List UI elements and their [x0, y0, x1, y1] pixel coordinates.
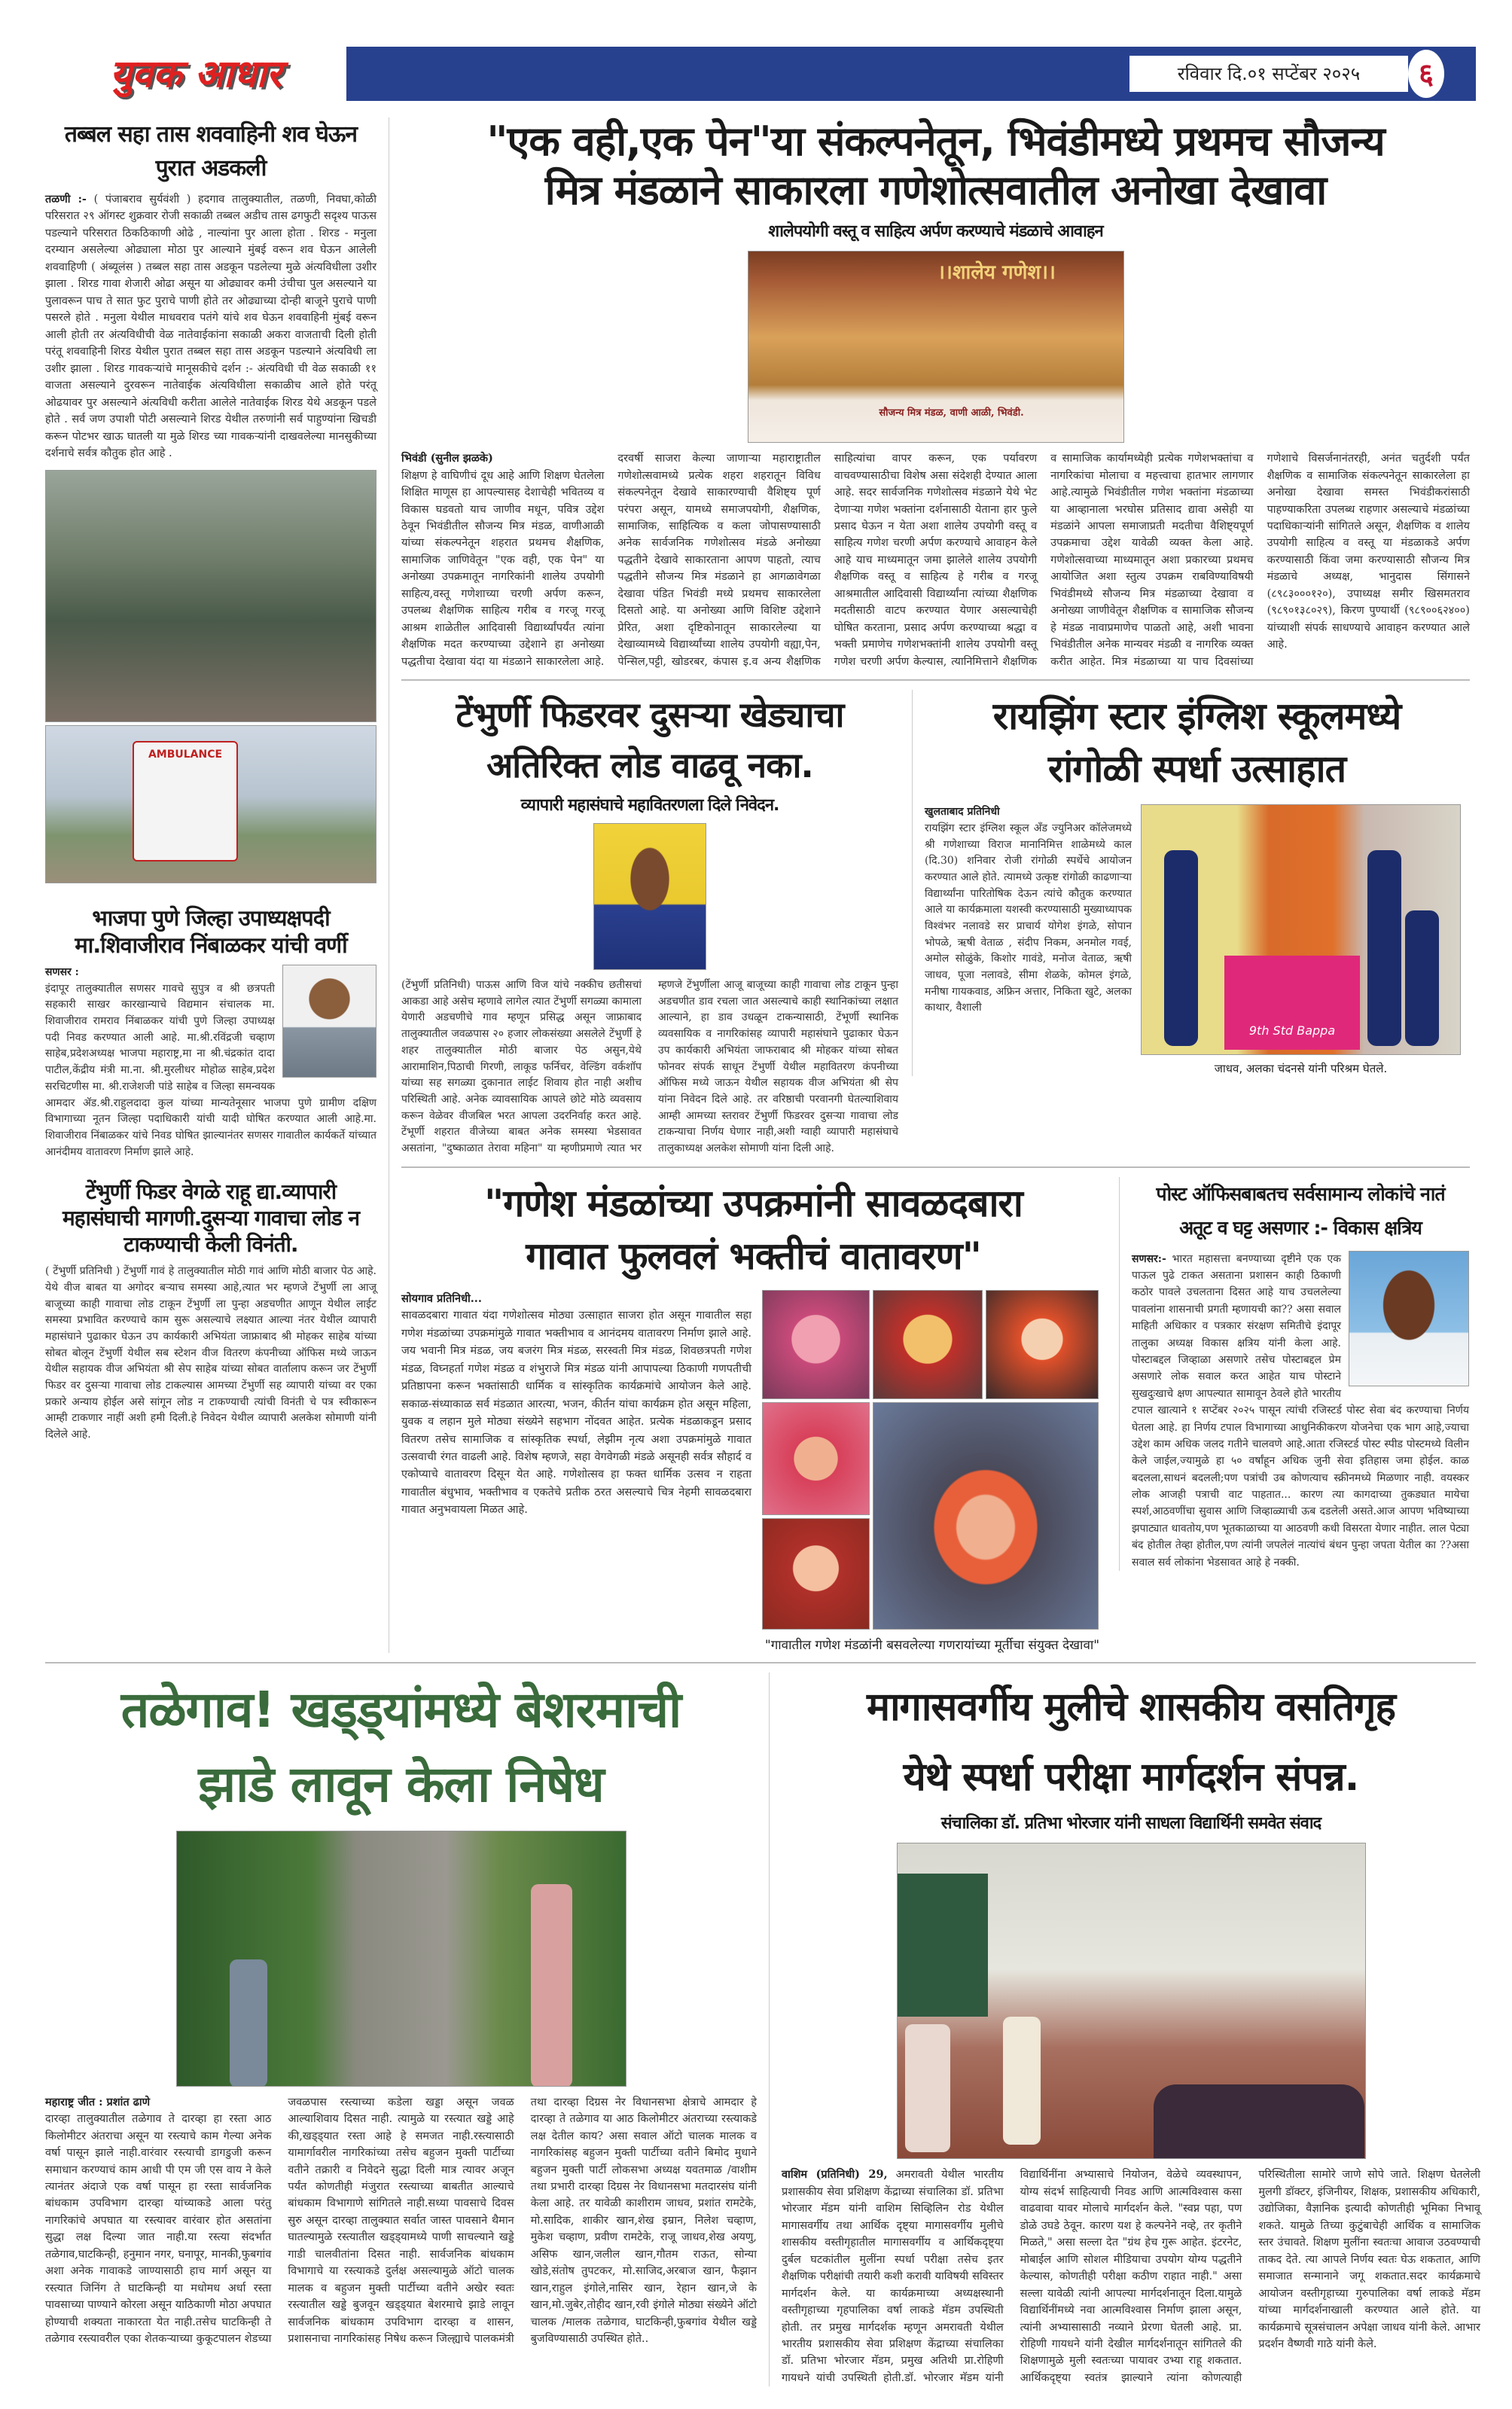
- byline: खुलताबाद प्रतिनिधी: [925, 806, 1000, 819]
- article-rising-star: [925, 804, 1132, 1017]
- subhead-hostel: संचालिका डॉ. प्रतिभा भोरजार यांनी साधला विद्यार्थिनी समवेत संवाद: [940, 1813, 1321, 1833]
- article-body: ( पंजाबराव सुर्यवंशी ) हदगाव तालुक्यातील, तळणी, निवघा,कोळी परिसरात २९ ऑगस्ट शुक्रवार रोजी सकाळी तब्बल अडीच तास ढगफुटी सदृश्य पाऊस पडल्याने परिसरात ठिकठिकाणी ओढे , नाल्यांना पुर आला होता . शिरड - मनुला दरम्यान असलेल्या ओढ्याला मोठा पुर आल्याने मुंबई वरून शव घेऊन आलेली शववाहिणी ( अंब्यूलंस ) तब्बल सहा तास अडकून पडलेल्या मुळे अंत्यविधीला उशीर झाला . शिरड गावा शेजारी ओढा असून या ओढ्यावर कमी उंचीचा पुल असल्याने या पुलावरून पाच ते सात फुट पुराचे पाणी होते तर ओढ्याच्या दोन्ही बाजूने पुराचे पाणी पसरले होते . मनुला येथील माधवराव पतंगे यांचे शव घेऊन शववाहिनी मुंबई वरून आली होती तर अंत्यविधीची वेळ नातेवाईकांना सकाळी अकरा वाजताची दिली होती परंतू शववाहिनी शिरड येथील पुरात तब्बल सहा तास अडकून पडल्याने अंत्यविधी ला उशीर झाला . शिरड गावकऱ्यांचे मानूसकीचे दर्शन :- अंत्यविधी ची वेळ सकाळी ११ वाजता असल्याने दुरवरून नातेवाईक अंत्यविधीला सकाळीच आले होते परंतू ओढयावर पुर असल्याने अंत्यविधी करीता आलेले नातेवाईक शिरड येथे अडकून पडले होते . सर्व जण उपाशी पोटी असल्याने शिरड येथील तरुणांनी सर्व पाहुण्यांना खिचडी करून पोटभर खाऊ घातली या मुळे शिरड च्या गावकऱ्यांनी दाखवलेल्या मानसुकीच्या दर्शनाचे सर्वत्र कौतुक होत आहे .: [45, 194, 376, 460]
- rising-star-section: [912, 690, 1469, 1076]
- byline: सोयगाव प्रतिनिधी...: [401, 1291, 482, 1305]
- byline: भिवंडी (सुनील झळके): [401, 452, 493, 465]
- article-temburni-feeder: ( टेंभुर्णी प्रतिनिधी ) टेंभुर्णी गावं हे तालुक्यातील मोठी गावं आणि मोठी बाजार पेठ आहे. येथे वीज बाबत या अगोदर बऱ्याच समस्या आहे,त्यात भर म्हणजे टेंभुर्णी ला आजू बाजूच्या काही गावाचा लोड टाकून टेंभुर्णी ला पुन्हा अडचणीत आणून येथील लाईट समस्या प्रभावित करण्याचे काम सुरू असल्याचे लक्ष्यात आल्या नंतर येथील व्यापारी महासंघाने पुढाकार घेऊन उप कार्यकारी अभियंता जाफ्राबाद श्री मोहकर साहेब यांच्या सोबत बोलून टेंभुर्णी येथील सब स्टेशन वीज वितरण कंपनीच्या ऑफिस मध्ये जाऊन येथील सहायक वीज अभियंता श्री सेप साहेब यांच्या सोबत वार्तालाप करून जर टेंभुर्णी फिडर वर दुसऱ्या गावाचा लोड टाकल्यास आमच्या टेंभुर्णी सह व्यापारी यांच्या वर एका प्रकारे अन्याय होईल असे सांगून लोड न टाकण्याची त्यांची विनंती चे पत्र स्वीकारून आम्ही टाकणार नाहीं अशी हमी दिली.हे निवेदन येथील व्यापारी अलकेश सोमाणी यांनी दिलेले आहे.: [45, 1265, 376, 1441]
- article-body: इंदापूर तालुक्यातील सणसर गावचे सुपुत्र व श्री छत्रपती सहकारी साखर कारखान्याचे विद्यमान संचालक मा. शिवाजीराव रामराव निंबाळकर यांची पुणे जिल्हा उपाध्यक्ष पदी निवड करण्यात आली आहे. मा.श्री.रविंद्रजी चव्हाण साहेब,प्रदेशअध्यक्ष भाजपा महाराष्ट्र,मा ना श्री.चंद्रकांत दादा पाटील,केंद्रीय मंत्री मा.ना. श्री.मुरलीधर मोहोळ साहेब,प्रदेश सरचिटणीस मा. श्री.राजेशजी पांडे साहेब व जिल्हा समन्वयक आमदार ॲड.श्री.राहुलदादा कुल यांच्या मान्यतेनूसार भाजपा पुणे ग्रामीण दक्षिण विभागाच्या नूतन जिल्हा पदाधिकारी यांची यादी घोषित करण्यात आली आहे.मा. शिवाजीराव निंबाळकर यांचे निवड घोषित झाल्यानंतर सणसर गावातील कार्यकर्ते यांच्यात आनंदीमय वातावरण निर्माण झाले आहे.: [45, 982, 376, 1158]
- headline-line: टेंभुर्णी फिडरवर दुसऱ्या खेड्याचा: [456, 694, 844, 736]
- photo-hostel-guidance-session: [897, 1843, 1366, 2159]
- photo-shaley-ganesh-display: [748, 251, 1124, 443]
- caption-ganesh-mandal: "गावातील गणेश मंडळांनी बसवलेल्या गणरायांच्या मूर्तीचा संयुक्त देखावा": [764, 1637, 1100, 1653]
- headline-temburni-feeder: टेंभुर्णी फिडर वेगळे राहू द्या.व्यापारी महासंघाची मागणी.दुसऱ्या गावाचा लोड न टाकण्याची केली विनंती.: [62, 1179, 360, 1258]
- headline-line: गावात फुलवलं भक्तीचं वातावरण": [526, 1233, 981, 1278]
- article-bjp: [45, 965, 376, 1160]
- headline-line: रायझिंग स्टार इंग्लिश स्कूलमध्ये: [992, 694, 1401, 739]
- article-post-office: [1132, 1251, 1469, 1571]
- headline-temburni-load: [401, 690, 898, 790]
- ganesh-mandal-section: [401, 1177, 1105, 1653]
- photo-ganesh-idol-6: [873, 1402, 1099, 1630]
- caption-rising-star: जाधव, अलका चंदनसे यांनी परिश्रम घेतले.: [1214, 1062, 1388, 1076]
- byline: महाराष्ट्र जीत : प्रशांत ढाणे: [45, 2095, 151, 2109]
- photo-ganesh-idol-5: [762, 1518, 870, 1630]
- article-temburni-load: [401, 823, 898, 1157]
- photo-ambulance: [45, 725, 376, 883]
- rangoli: [1224, 956, 1360, 1050]
- hostel-section: [769, 1673, 1480, 2387]
- headline-line: "गणेश मंडळांच्या उपक्रमांनी सावळदबारा: [484, 1181, 1023, 1225]
- headline-talegaon: [45, 1673, 757, 1822]
- newspaper-logo: युवक आधार: [45, 47, 346, 101]
- right-area: [389, 117, 1470, 1653]
- page-number: ६: [1408, 50, 1444, 98]
- headline-bhiwandi: [401, 117, 1470, 215]
- headline-ganesh-mandal: [401, 1177, 1105, 1282]
- headline-line: अतूट व घट्ट असणार :- विकास क्षत्रिय: [1179, 1216, 1422, 1239]
- masthead: [45, 47, 1476, 101]
- post-office-section: [1119, 1177, 1469, 1571]
- headline-line: रांगोळी स्पर्धा उत्साहात: [1047, 747, 1346, 791]
- rangoli-text: 9th Std Bappa: [1248, 1023, 1336, 1038]
- headline-line: भाजपा पुणे जिल्हा उपाध्यक्षपदी: [92, 904, 330, 931]
- photo-ganesh-idol-1: [762, 1290, 870, 1399]
- left-column: [45, 117, 376, 1444]
- byline: वाशिम (प्रतिनिधी) 29,: [782, 2168, 888, 2182]
- photo-ganesh-idol-3: [986, 1290, 1099, 1399]
- photo-alkesh-somani: [593, 823, 706, 970]
- article-body: भारत महासत्ता बनण्याच्या दृष्टीने एक एक पाऊल पुढे टाकत असताना प्रशासन काही ठिकाणी कठोर पावले उचलताना दिसत आहे याच उचललेल्या पावलांना शासनाची प्रगती म्हणायची का?? असा सवाल माहिती अधिकार व पत्रकार संरक्षण समितीचे इंदापूर तालुका अध्यक्ष विकास क्षत्रिय यांनी केला आहे. पोस्टाबद्दल जिव्हाळा असणारे तसेच पोस्टाबद्दल प्रेम असणारे लोक सवाल करत आहेत याच पोस्टाने सुखदुःखाचे क्षण आपल्यात सामावून ठेवले होते भारतीय टपाल खात्याने १ सप्टेंबर २०२५ पासून त्यांची रजिस्टर्ड पोस्ट सेवा बंद करण्याचा निर्णय घेतला आहे. हा निर्णय टपाल विभागाच्या आधुनिकीकरण योजनेचा एक भाग आहे,ज्याचा उद्देश काम अधिक जलद गतीने चालवणे आहे.आता रजिस्टर्ड पोस्ट स्पीड पोस्टमध्ये विलीन केले जाईल,ज्यामुळे हा ५० वर्षांहून अधिक जुनी सेवा इतिहास जमा होईल. काळ बदलला,साधनं बदलली;पण पत्रांची उब कोणत्याच स्क्रीनमध्ये मिळणार नाही. वयस्कर लोक आजही पत्राची वाट पाहतात... कारण त्या कागदाच्या तुकड्यात मायेचा स्पर्श,आठवणींचा सुवास आणि जिव्हाळ्याची ऊब दडलेली असते.आज आपण भविष्याच्या झपाट्यात धावतोय,पण भूतकाळाच्या या आठवणी कधी विसरता येणार नाहीत. लाल पेट्या बंद होतील तेव्हा होतील,पण त्यांनी जपलेलं नात्यांचं बंधन पुन्हा जपता येतील का ??असा सवाल सर्व लोकांना भेडसावत आहे हे नक्की.: [1132, 1252, 1469, 1569]
- headline-bjp: [45, 904, 376, 959]
- photo-villagers-khichdi: [45, 470, 376, 722]
- photo-pothole-protest: [176, 1831, 626, 2087]
- article-shirad: [45, 191, 376, 462]
- talegaon-section: [45, 1673, 757, 2348]
- article-body: (टेंभुर्णी प्रतिनिधी) पाऊस आणि विज यांचे नक्कीच छतीसचां आकडा आहे असेच म्हणावे लागेल त्यात टेंभुर्णी सगळ्या कामाला येणारी अडचणीचे गाव म्हणून प्रसिद्ध असून जाफ्राबाद तालुक्यातील जवळपास २० हजार लोकसंख्या असलेले टेंभुर्णी हे शहर तालुक्यातील मोठी बाजार पेठ असुन,येथे आरामाशिन,पिठाची गिरणी, लाकूड फर्निचर, वेल्डिंग वर्कशॉप यांच्या सह सगळ्या दुकानात लाईट शिवाय होत नाही अशीच परिस्थिती आहे. अनेक व्यावसायिक आपले छोटे मोठे व्यवसाय करून वेळेवर वीजबिल भरत आपला उदरनिर्वाह करत आहे. टेंभूर्णी शहरात वीजेच्या बाबत अनेक समस्या भेडसावत असतांना, "दुष्काळात तेरावा महिना" या म्हणीप्रमाणे त्यात भर म्हणजे टेंभुर्णीला आजू बाजूच्या काही गावाचा लोड टाकून पुन्हा अडचणीत डाव रचला जात असल्याचे काही स्थानिकांच्या लक्षात आल्याने, हा डाव उधळून टाकन्यासाठी, टेंभूर्णी स्थानिक व्यवसायिक व नागरिकांसह व्यापारी महासंघाने पुढाकार घेऊन उप कार्यकारी अभियंता जाफराबाद श्री मोहकर यांच्या सोबत फोनवर संपर्क साधून टेंभुर्णी येथील महावितरण कंपनीच्या ऑफिस मध्ये जाऊन येथील सहायक वीज अभियंता श्री सेप यांना निवेदन दिले आहे. तर वरिष्ठाची परवानगी घेतल्याशिवाय आम्ही आमच्या स्तरावर टेंभुर्णी फिडरवर दुसऱ्या गावाचा लोड टाकन्याचा निर्णय घेणार नाही,अशी ग्वाही व्यापारी महासंघाचे तालुकाध्यक्ष अलकेश सोमाणी यांना दिली आहे.: [401, 979, 898, 1154]
- headline-shirad: तब्बल सहा तास शववाहिनी शव घेऊन पुरात अडकली: [64, 121, 358, 181]
- article-body: अमरावती येथील भारतीय प्रशासकीय सेवा प्रशिक्षण केंद्राच्या संचालिका डॉ. प्रतिभा भोरजार मॅडम यांनी वाशिम सिव्हिलिन रोड येथील मागासवर्गीय तथा आर्थिक दृष्ट्या मागासवर्गीय मुलीचे शासकीय वस्तीगृहातील मागासवर्गीय व आर्थिकदृष्ट्या दुर्बल घटकांतील मुलींना स्पर्धा परीक्षा तसेच इतर शैक्षणिक परीक्षांची तयारी कशी करावी याविषयी सविस्तर मार्गदर्शन केले. या कार्यक्रमाच्या अध्यक्षस्थानी वस्तीगृहाच्या गृहपालिका वर्षा लाकडे मॅडम उपस्थिती होती. तर प्रमुख मार्गदर्शक म्हणून अमरावती येथील भारतीय प्रशासकीय सेवा प्रशिक्षण केंद्राच्या संचालिका डॉ. प्रतिभा भोरजार मॅडम, प्रमुख अतिथी प्रा.रोहिणी गायधने यांची उपस्थिती होती.डॉ. भोरजार मॅडम यांनी विद्यार्थिनींना अभ्यासाचे नियोजन, वेळेचे व्यवस्थापन, योग्य संदर्भ साहित्याची निवड आणि आत्मविश्वास कसा वाढवावा यावर मोलाचे मार्गदर्शन केले. "स्वप्न पहा, पण डोळे उघडे ठेवून. कारण यश हे कल्पनेने नव्हे, तर कृतीने मिळते," असा सल्ला देत "ग्रंथ हेच गुरू आहेत. इंटरनेट, मोबाईल आणि सोशल मीडियाचा उपयोग योग्य पद्धतीने केल्यास, कोणतीही परीक्षा कठीण राहात नाही." असा सल्ला यावेळी त्यांनी आपल्या मार्गदर्शनातून दिला.यामुळे विद्यार्थिनींमध्ये नवा आत्मविश्वास निर्माण झाला असून, त्यांनी अभ्यासासाठी नव्याने प्रेरणा घेतली आहे. प्रा. रोहिणी गायधने यांनी देखील मार्गदर्शनातून सांगितले की शिक्षणामुळे मुली स्वतःच्या पायावर उभ्या राहू शकतात. आर्थिकदृष्ट्या स्वतंत्र झाल्याने त्यांना कोणत्याही परिस्थितीला सामोरे जाणे सोपे जाते. शिक्षण घेतलेली मुलगी डॉक्टर, इंजिनीयर, शिक्षक, प्रशासकीय अधिकारी, उद्योजिका, वैज्ञानिक इत्यादी कोणतीही भूमिका निभावू शकते. यामुळे तिच्या कुटुंबाचेही आर्थिक व सामाजिक स्तर उंचावते. शिक्षण मुलींना स्वतःचा आवाज उठवण्याची ताकद देते. त्या आपले निर्णय स्वतः घेऊ शकतात, आणि समाजात सन्मानाने जगू शकतात.सदर कार्यक्रमाचे आयोजन वस्तीगृहाच्या गुरुपालिका वर्षा लाकडे मॅडम यांच्या मार्गदर्शनाखाली करण्यात आले होते. या कार्यक्रमाचे सूत्रसंचालन अपेक्षा जाधव यांनी केले. आभार प्रदर्शन वैष्णवी गाठे यांनी केले.: [782, 2169, 1480, 2384]
- article-hostel: [782, 1843, 1480, 2386]
- headline-rising-star: [925, 690, 1469, 795]
- headline-line: अतिरिक्त लोड वाढवू नका.: [486, 744, 813, 785]
- issue-date: रविवार दि.०१ सप्टेंबर २०२५: [1129, 56, 1408, 92]
- headline-line: मा.शिवाजीराव निंबाळकर यांची वर्णी: [75, 932, 347, 958]
- ambulance-label: AMBULANCE: [148, 748, 223, 761]
- article-body: रायझिंग स्टार इंग्लिश स्कूल अँड ज्युनिअर कॉलेजमध्ये श्री गणेशाच्या विराज मानानिमित्त शाळेमध्ये काल (दि.30) शनिवार रोजी रांगोळी स्पर्धेचे आयोजन करण्यात आले होते. त्यामध्ये उत्कृष्ट रांगोळी काढणाऱ्या विद्यार्थ्यांना पारितोषिक देऊन त्यांचे कौतुक करण्यात आले या कार्यक्रमाला यशस्वी करण्यासाठी मुख्याध्यापक विश्वंभर नलावडे सर प्राचार्य योगेश इंगळे, सोपान भोपळे, ऋषी वेताळ , संदीप निकम, अनमोल गवई, अमोल सोळुंके, किशोर गावंडे, मनोज वेताळ, ऋषी जाधव, पूजा नलावडे, सीमा शेळके, कोमल इंगळे, मनीषा गायकवाड, अफ्रिन अत्तार, निकिता खुटे, अलका काथार, वैशाली: [925, 822, 1132, 1014]
- dateline: सणसर :: [45, 966, 79, 978]
- headline-line: मित्र मंडळाने साकारला गणेशोत्सवातील अनोखा देखावा: [544, 166, 1327, 214]
- headline-line: पोस्ट ऑफिसबाबतच सर्वसामान्य लोकांचे नातं: [1156, 1182, 1445, 1205]
- display-footer: सौजन्य मित्र मंडळ, वाणी आळी, भिवंडी.: [879, 407, 1024, 419]
- photo-ganesh-idol-2: [873, 1290, 983, 1399]
- article-ganesh-mandal: [401, 1290, 751, 1520]
- photo-ganesh-idol-4: [762, 1402, 870, 1515]
- temburni-load-section: [401, 690, 898, 1157]
- middle-row: [401, 690, 1470, 1157]
- subhead-bhiwandi: शालेपयोगी वस्तू व साहित्य अर्पण करण्याचे मंडळाचे आवाहन: [768, 221, 1103, 241]
- headline-line: मागासवर्गीय मुलीचे शासकीय वसतिगृह: [866, 1684, 1396, 1730]
- article-bhiwandi: [401, 251, 1470, 670]
- headline-line: "एक वही,एक पेन"या संकल्पनेतून, भिवंडीमध्ये प्रथमच सौजन्य: [486, 117, 1385, 165]
- headline-post-office: [1132, 1177, 1469, 1245]
- article-body: शिक्षण हे वाघिणीचं दूध आहे आणि शिक्षण घेतलेला शिक्षित माणूस हा आपल्यासह देशाचेही भवितव्य व विकास घडवतो याच जाणीव मधून, पवित्र उद्देश ठेवून भिवंडीतील सौजन्य मित्र मंडळ, वाणीआळी यांच्या संकल्पनेतून शहरात प्रथमच शैक्षणिक, सामाजिक जाणिवेतून "एक वही, एक पेन" या अनोख्या उपक्रमातून नागरिकांनी शालेय उपयोगी साहित्य,वस्तू गणेशाच्या चरणी अर्पण करून, उपलब्ध शैक्षणिक साहित्य गरीब व गरजू गरजू आश्रम शाळेतील आदिवासी विद्यार्थ्यांपर्यंत त्यांना शैक्षणिक मदत करण्याच्या उद्देशाने हा अनोख्या पद्धतीचा देखावा यंदा या मंडळाने साकारलेला आहे. दरवर्षी साजरा केल्या जाणाऱ्या महाराष्ट्रातील गणेशोत्सवामध्ये प्रत्येक शहरा शहरातून विविध संकल्पनेतून देखावे साकारण्याची वैशिष्ट्य पूर्ण परंपरा असून, यामध्ये समाजपयोगी, शैक्षणिक, सामाजिक, साहित्यिक व कला जोपासण्यासाठी अनेक सार्वजनिक गणेशोत्सव मंडळे अनोख्या पद्धतीने देखावे साकारताना आपण पाहतो, त्याच पद्धतीने सौजन्य मित्र मंडळाने हा आगळावेगळा देखावा पंडित भिवंडी मध्ये प्रथमच साकारलेला दिसतो आहे. या अनोख्या आणि विशिष्ट उद्देशाने प्रेरित, अशा दृष्टिकोनातून साकारलेल्या या देखाव्यामध्ये विद्यार्थ्यांच्या शालेय उपयोगी वह्या,पेन, पेन्सिल,पट्टी, खोडरबर, कंपास इ.व अन्य शैक्षणिक साहित्यांचा वापर करून, एक पर्यावरण वाचवण्यासाठीचा विशेष असा संदेशही देण्यात आला आहे. सदर सार्वजनिक गणेशोत्सव मंडळाने येथे भेट देणाऱ्या गणेश भक्तांना दर्शनासाठी येताना हार फुले प्रसाद घेऊन न येता अशा शालेय उपयोगी वस्तू व साहित्य गणेश चरणी अर्पण करण्याचे आवाहन केले आहे याच माध्यमातून जमा झालेले शालेय उपयोगी शैक्षणिक वस्तू व साहित्य हे गरीब व गरजू आश्रमातील आदिवासी विद्यार्थ्यांना त्यांच्या शैक्षणिक मदतीसाठी वाटप करण्यात येणार असल्याचेही घोषित करताना, प्रसाद अर्पण करण्याच्या श्रद्धा व भक्ती प्रमाणेच गणेशभक्तांनी शालेय उपयोगी वस्तू गणेश चरणी अर्पण केल्यास, त्यानिमित्ताने शैक्षणिक व सामाजिक कार्यामध्येही प्रत्येक गणेशभक्तांचा व नागरिकांचा मोलाचा व महत्त्वाचा हातभार लागणार आहे.त्यामुळे भिवंडीतील गणेश भक्तांना मंडळाच्या या आव्हानाला भरघोस प्रतिसाद द्यावा असेही या मंडळांने आपला समाजाप्रती मदतीचा वैशिष्ट्यपूर्ण उपक्रमाचा उद्देश यावेळी व्यक्त केला आहे. गणेशोत्सवाच्या माध्यमातून अशा प्रकारच्या प्रथमच आयोजित अशा स्तुत्य उपक्रम राबविण्याविषयी भिवंडीमध्ये सौजन्य मित्र मंडळाच्या देखावा व अनोख्या जाणीवेतून शैक्षणिक व सामाजिक सौजन्य हे मंडळ नावाप्रमाणेच पाळतो आहे, अशी भावना भिवंडीतील अनेक मान्यवर मंडळी व नागरिक व्यक्त करीत आहेत. मित्र मंडळाच्या या पाच दिवसांच्या गणेशाचे विसर्जनानंतरही, अनंत चतुर्दशी पर्यंत शैक्षणिक व सामाजिक संकल्पनेतून साकारलेला हा अनोखा देखावा समस्त भिवंडीकरांसाठी पाहण्याकरिता उपलब्ध राहणार असल्याचे मंडळांच्या पदाधिकाऱ्यांनी सांगितले असून, शैक्षणिक व शालेय उपयोगी साहित्य व वस्तू या मंडळाकडे अर्पण करण्यासाठी किंवा जमा करण्यासाठी सौजन्य मित्र मंडळाचे अध्यक्ष, भानुदास सिंगासने (८९८३०००१२०), उपाध्यक्ष समीर खिसमतराव (९८९०१३८०२९), किरण पुण्यार्थी (९८९००६२४००) यांच्याशी संपर्क साधण्याचे आवाहन करण्यात आले आहे.: [401, 453, 1470, 668]
- headline-line: येथे स्पर्धा परीक्षा मार्गदर्शन संपन्न.: [903, 1755, 1359, 1801]
- subhead-temburni-load: व्यापारी महासंघाचे महावितरणला दिले निवेदन.: [520, 795, 779, 815]
- headline-line: तळेगाव! खड्ड्यांमध्ये बेशरमाची: [120, 1680, 681, 1739]
- bottom-section: [45, 1673, 1480, 2387]
- article-talegaon: [45, 1831, 757, 2348]
- dateline: सणसर:-: [1132, 1252, 1166, 1265]
- photo-rangoli-students: [1141, 804, 1461, 1055]
- headline-line: झाडे लावून केला निषेध: [198, 1755, 604, 1813]
- headline-hostel: [782, 1673, 1480, 1813]
- article-body: सावळदबारा गावात यंदा गणेशोत्सव मोठ्या उत्साहात साजरा होत असून गावातील सहा गणेश मंडळांच्या उपक्रमांमुळे गावात भक्तीभाव व आनंदमय वातावरण निर्माण झाले आहे. जय भवानी मित्र मंडळ, जय बजरंग मित्र मंडळ, सरस्वती मित्र मंडळ, शिवछत्रपती गणेश मंडळ, विघ्नहर्ता गणेश मंडळ व शंभुराजे मित्र मंडळ यांनी आपापल्या ठिकाणी गणपतीची प्रतिष्ठापना करून भक्तांसाठी धार्मिक व सांस्कृतिक कार्यक्रमांचे आयोजन केले आहे. सकाळ-संध्याकाळ सर्व मंडळात आरत्या, भजन, कीर्तन यांचा कार्यक्रम होत असून महिला, युवक व लहान मुले मोठ्या संख्येने सहभाग नोंदवत आहेत. प्रत्येक मंडळाकडून प्रसाद वितरण तसेच सामाजिक व सांस्कृतिक स्पर्धा, लेझीम नृत्य अशा उपक्रमांमुळे गावात उत्सवाची रंगत वाढली आहे. विशेष म्हणजे, सहा वेगवेगळी मंडळे असूनही सर्वत्र सौहार्द व एकोप्याचे वातावरण दिसून येत आहे. गणेशोत्सव हा फक्त धार्मिक उत्सव न राहता गावातील बंधुभाव, भक्तीभाव व एकतेचे प्रतीक ठरत असल्याचे चित्र नेहमी सावळदबारा गावात अनुभवायला मिळत आहे.: [401, 1310, 751, 1517]
- dateline: तळणी :-: [45, 193, 87, 206]
- article-body: दारव्हा तालुक्यातील तळेगाव ते दारव्हा हा रस्ता आठ किलोमीटर अंतराचा असून या रस्त्याचे काम गेल्या अनेक वर्षा पासून झाले नाही.वारंवार रस्त्याची डागडुजी करून समाधान करण्याचं काम आधी पी एम जी एस वाय ने केले त्यानंतर अंदाजे एक वर्षा पासून हा रस्ता सार्वजनिक बांधकाम उपविभाग दारव्हा यांच्याकडे आला परंतु नागरिकांचे अपघात या रस्त्यावर वारंवार होत असतांना सुद्धा लक्ष दिल्या जात नाही.या रस्त्या संदर्भात तळेगाव,घाटकिन्ही, हनुमान नगर, घनापूर, मानकी,फुबगांव अशा अनेक गावाकडे जाण्यासाठी हाच मार्ग असून या रस्त्यात जिनिंग ते घाटकिन्ही या मधोमध अर्धा रस्ता पावसाच्या पाण्याने कोरला असून याठिकाणी मोठा अपघात होण्याची शक्यता नाकारता येत नाही.तसेच घाटकिन्ही ते तळेगाव रस्त्यावरील एका शेतकऱ्याच्या कुकूटपालन शेडच्या जवळपास रस्त्याच्या कडेला खड्डा असून जवळ आल्याशिवाय दिसत नाही. त्यामुळे या रस्त्यात खड्डे आहे की,खड्ड्यात रस्ता आहे हे समजत नाही.रस्त्यासाठी यामार्गावरील नागरिकांच्या तसेच बहुजन मुक्ती पार्टीच्या वतीने तक्रारी व निवेदने सुद्धा दिली मात्र त्यावर अजून पर्यंत कोणतीही मंजुरात रस्त्याच्या बाबतीत आल्याचे बांधकाम विभागाणे सांगितले नाही.सध्या पावसाचे दिवस सुरु असून दारव्हा तालुक्यात सर्वात जास्त पावसाने थैमान घातल्यामुळे रस्त्यातील खड्ड्यामध्ये पाणी साचल्याने खड्डे गाडी चालवीतांना दिसत नाही. सार्वजनिक बांधकाम विभागाचे या रस्त्याकडे दुर्लक्ष असल्यामुळे ऑटो चालक मालक व बहुजन मुक्ती पार्टीच्या वतीने अखेर स्वतः रस्त्यातील खड्डे बुजवून खड्ड्यात बेशरमाचे झाडे लावून सार्वजनिक बांधकाम उपविभाग दारव्हा व शासन, प्रशासनाचा नागरिकांसह निषेध करून जिल्ह्याचे पालकमंत्री तथा दारव्हा दिग्रस नेर विधानसभा क्षेत्राचे आमदार हे दारव्हा ते तळेगाव या आठ किलोमीटर अंतराच्या रस्त्याकडे लक्ष देतील काय? असा सवाल ऑटो चालक मालक व नागरिकांसह बहुजन मुक्ती पार्टीच्या वतीने बिमोद मुधाने बहुजन मुक्ती पार्टी लोकसभा अध्यक्ष यवतमाळ /वाशीम तथा प्रभारी दारव्हा दिग्रस नेर विधानसभा मतदारसंघ यांनी केला आहे. तर यावेळी काशीराम जाधव, प्रशांत रामटेके, मो.सादिक, शाकीर खान,शेख इम्रान, निलेश चव्हाण, मुकेश चव्हाण, प्रवीण रामटेके, राजू जाधव,शेख अयणु, असिफ खान,जलील खान,गौतम राऊत, सोन्या खोडे,संतोष तुपटकर, मो.साजिद,अरबाज खान, फैझान खान,राहुल इंगोले,नासिर खान, रेहान खान,जे के खान,मो.जुबेर,तोहीद खान,रवी इंगोले मोठ्या संख्येने ऑटो चालक /मालक तळेगाव, घाटकिन्ही,फुबगांव येथील खड्डे बुजविण्यासाठी उपस्थित होते..: [45, 2096, 757, 2346]
- display-banner: ।।शालेय गणेश।।: [937, 261, 1056, 285]
- photo-shivajirao-nimbalkar: [282, 965, 376, 1078]
- photo-vikas-kshatriya: [1349, 1251, 1469, 1386]
- lower-row: [401, 1177, 1470, 1653]
- upper-section: [45, 117, 1476, 1653]
